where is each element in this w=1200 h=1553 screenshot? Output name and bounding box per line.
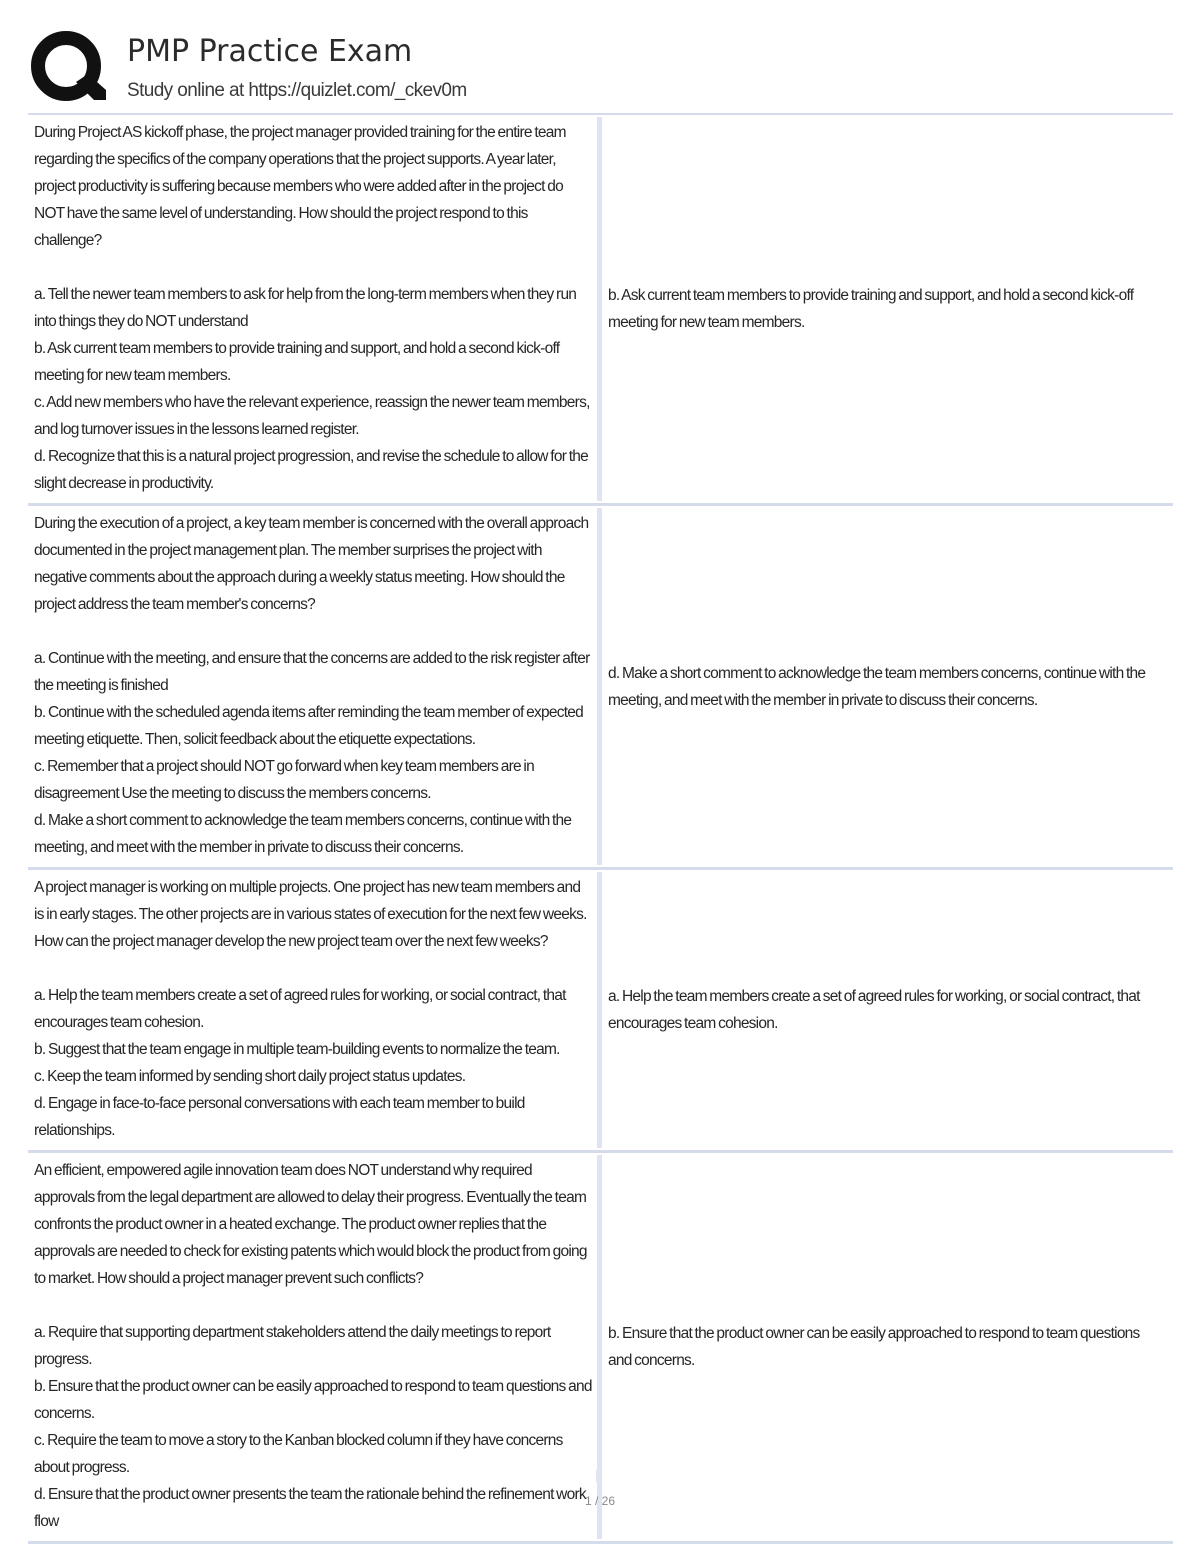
flashcard-definition-text: b. Ensure that the product owner can be easily approached to respond to team questions and concerns.	[608, 1325, 1140, 1369]
flashcard-row	[28, 870, 1173, 1153]
flashcard-row	[28, 115, 1173, 506]
page-header	[30, 30, 1174, 108]
flashcard-term: During the execution of a project, a key team member is concerned with the overall approach documented in the project management plan. The member surprises the project with negative comments about the approach during a weekly status meeting. How should the project address the team member's concerns? a. Continue with the meeting, and ensure that the concerns are added to the risk register after the meeting is finished b. Continue with the scheduled agenda items after reminding the team member of expected meeting etiquette. Then, solicit feedback about the etiquette expectations. c. Remember that a project should NOT go forward when key team members are in disagreement Use the meeting to discuss the members concerns. d. Make a short comment to acknowledge the team members concerns, continue with the meeting, and meet with the member in private to discuss their concerns.	[34, 515, 590, 856]
study-link-text: Study online at https://quizlet.com/_ckev0m	[127, 80, 467, 101]
quizlet-q-logo-icon	[30, 30, 106, 106]
flashcard-definition	[602, 506, 1173, 867]
flashcard-term: During Project AS kickoff phase, the project manager provided training for the entire team regarding the specifics of the company operations that the project supports. A year later, project productivity is suffering because members who were added after in the project do NOT have the same level of understanding. How should the project respond to this challenge? a. Tell the newer team members to ask for help from the long-term members when they run into things they do NOT understand b. Ask current team members to provide training and support, and hold a second kick-off meeting for new team members. c. Add new members who have the relevant experience, reassign the newer team members, and log turnover issues in the lessons learned register. d. Recognize that this is a natural project progression, and revise the schedule to allow for the slight decrease in productivity.	[34, 124, 590, 492]
flashcard-definition-text: b. Ask current team members to provide training and support, and hold a second kick-off meeting for new team members.	[608, 287, 1134, 331]
flashcard-definition	[602, 115, 1173, 503]
flashcard-definition	[602, 870, 1173, 1150]
flashcard-term: A project manager is working on multiple projects. One project has new team members and is in early stages. The other projects are in various states of execution for the next few weeks. How can the project manager develop the new project team over the next few weeks? a. Help the team members create a set of agreed rules for working, or social contract, that encourages team cohesion. b. Suggest that the team engage in multiple team-building events to normalize the team. c. Keep the team informed by sending short daily project status updates. d. Engage in face-to-face personal conversations with each team member to build relationships.	[34, 879, 587, 1139]
flashcard-row	[28, 1153, 1173, 1544]
flashcard-definition	[602, 1153, 1173, 1541]
flashcard-term: An efficient, empowered agile innovation team does NOT understand why required approvals from the legal department are allowed to delay their progress. Eventually the team confronts the product owner in a heated exchange. The product owner replies that the approvals are needed to check for existing patents which would block the product from going to market. How should a project manager prevent such conflicts? a. Require that supporting department stakeholders attend the daily meetings to report progress. b. Ensure that the product owner can be easily approached to respond to team questions and concerns. c. Require the team to move a story to the Kanban blocked column if they have concerns about progress. d. Ensure that the product owner presents the team the rationale behind the refinement work flow	[34, 1162, 592, 1530]
flashcard-definition-text: a. Help the team members create a set of agreed rules for working, or social contract, that encourages team cohesion.	[608, 988, 1140, 1032]
flashcard-row	[28, 506, 1173, 870]
page-number: 1 / 26	[584, 1494, 616, 1508]
flashcard-definition-text: d. Make a short comment to acknowledge the team members concerns, continue with the meeting, and meet with the member in private to discuss their concerns.	[608, 664, 1146, 709]
flashcard-list	[28, 115, 1173, 1544]
page-title: PMP Practice Exam	[127, 34, 413, 69]
column-divider-stub	[596, 1470, 601, 1482]
